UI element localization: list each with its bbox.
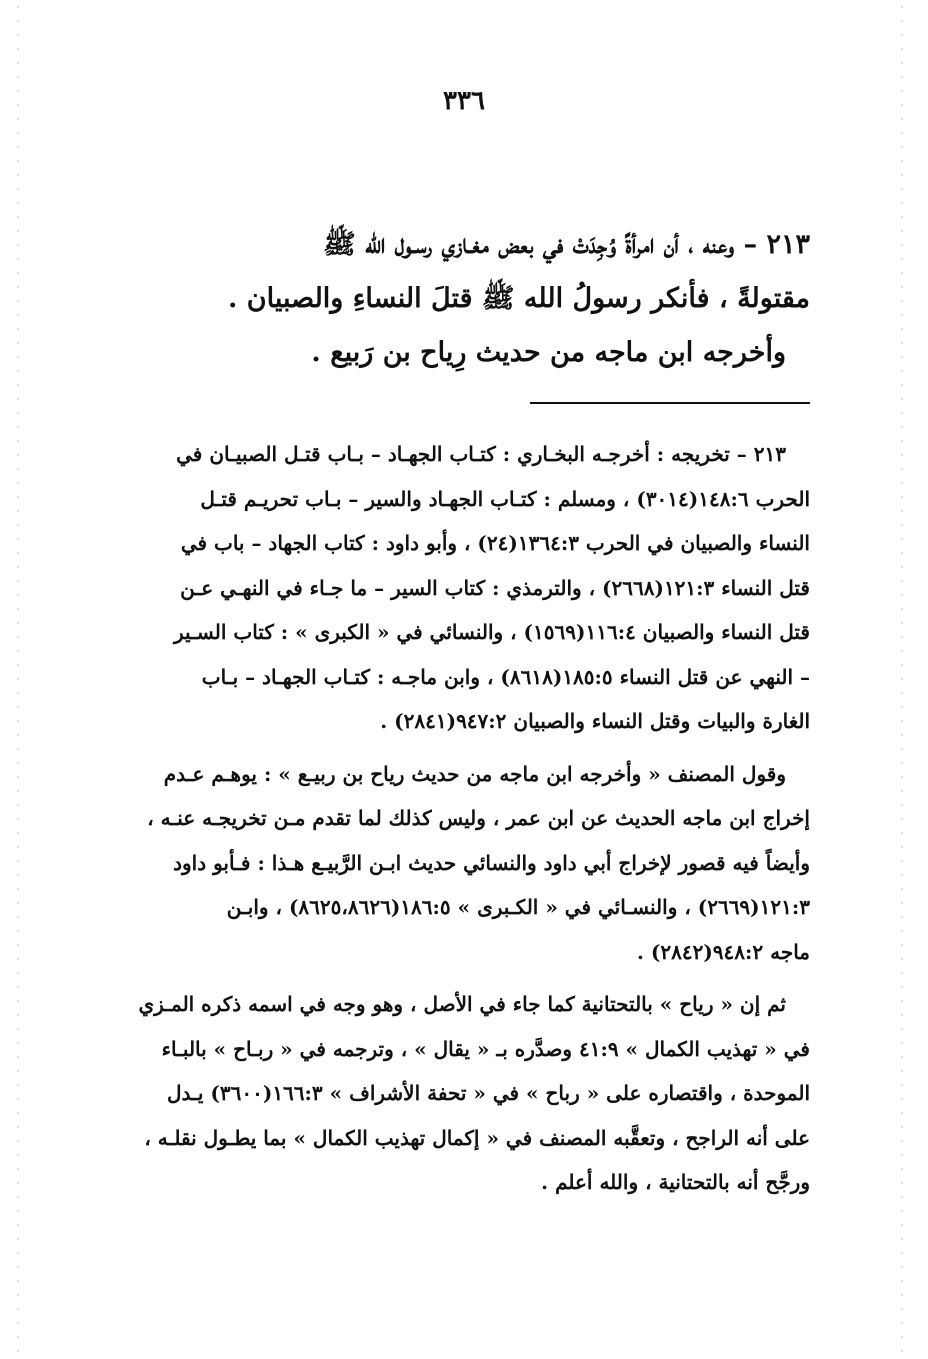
footnote-line: قتل النساء ١٢١:٣(٢٦٦٨) ، والترمذي : كتاب السير – ما جـاء في النهـي عـن [180,575,810,600]
footnote-line: الحرب ١٤٨:٦(٣٠١٤) ، ومسلم : كتـاب الجهـاد والسير – بـاب تحريـم قتـل [200,486,810,511]
page-number: ٣٣٦ [443,86,485,116]
right-margin-scan-artifact [896,0,908,1359]
paragraph-gap [100,744,810,752]
hadith-line: مقتولةً ، فأنكر رسولُ الله ﷺ قتلَ النساءِ والصبيان . [228,283,810,314]
footnote-line: الغارة والبيات وقتل النساء والصبيان ٩٤٧:٢(٢٨٤١) . [380,709,810,733]
paragraph-gap [100,974,810,982]
footnote-line: قتل النساء والصبيان ١١٦:٤(١٥٦٩) ، والنسائي في « الكبرى » : كتاب السـير [173,620,810,644]
footnote-line: ١٢١:٣(٢٦٦٩) ، والنسـائي في « الكـبرى » ١٨٦:٥(٨٦٢٥،٨٦٢٦) ، وابـن [226,895,810,919]
footnote-line: ماجه ٩٤٨:٢(٢٨٤٢) . [636,939,810,964]
footnote-line: ورجَّح أنه بالتحتانية ، والله أعلم . [541,1170,810,1194]
left-margin-scan-artifact [12,0,24,1359]
footnote-line: – النهي عن قتل النساء ١٨٥:٥(٨٦١٨) ، وابن ماجـه : كتـاب الجهـاد – بـاب [201,664,810,689]
footnote-line: على أنه الراجح ، وتعقَّبه المصنف في « إكمال تهذيب الكمال » بما يطـول نقلـه ، [144,1125,810,1150]
footnote-line: الموحدة ، واقتصاره على « رباح » في « تحفة الأشراف » ١٦٦:٣(٣٦٠٠) يـدل [166,1081,810,1105]
footnotes [100,432,810,1205]
footnote-divider [530,402,810,404]
footnote-line: وقول المصنف « وأخرجه ابن ماجه من حديث رياح بن ربيـع » : يوهـم عـدم [163,761,786,786]
hadith-text [110,218,810,380]
hadith-source: وأخرجه ابن ماجه من حديث رِياح بن رَبيع . [311,337,786,368]
footnote-line: إخراج ابن ماجه الحديث عن ابن عمر ، وليس كذلك لما تقدم مـن تخريجـه عنـه ، [147,806,810,830]
footnote-line: في « تهذيب الكمال » ٤١:٩ وصدَّره بـ « يقال » ، وترجمه في « ربـاح » بالبـاء [161,1036,810,1061]
footnote-line: النساء والصبيان في الحرب ١٣٦٤:٣(٢٤) ، وأبو داود : كتاب الجهاد – باب في [180,531,810,555]
footnote-line: ثم إن « رياح » بالتحتانية كما جاء في الأصل ، وهو وجه في اسمه ذكره المـزي [138,992,786,1016]
footnote-line: وأيضاً فيه قصور لإخراج أبي داود والنسائي حديث ابـن الرَّبيـع هـذا : فـأبو داود [173,850,810,875]
footnote-line: ٢١٣ – تخريجه : أخرجـه البخـاري : كتـاب الجهـاد – بـاب قتـل الصبيـان في [176,442,786,466]
hadith-line: ٢١٣ – وعنه ، أن امرأةً وُجِدَتْ في بعض مغـازي رسـول الله ﷺ [323,229,810,260]
